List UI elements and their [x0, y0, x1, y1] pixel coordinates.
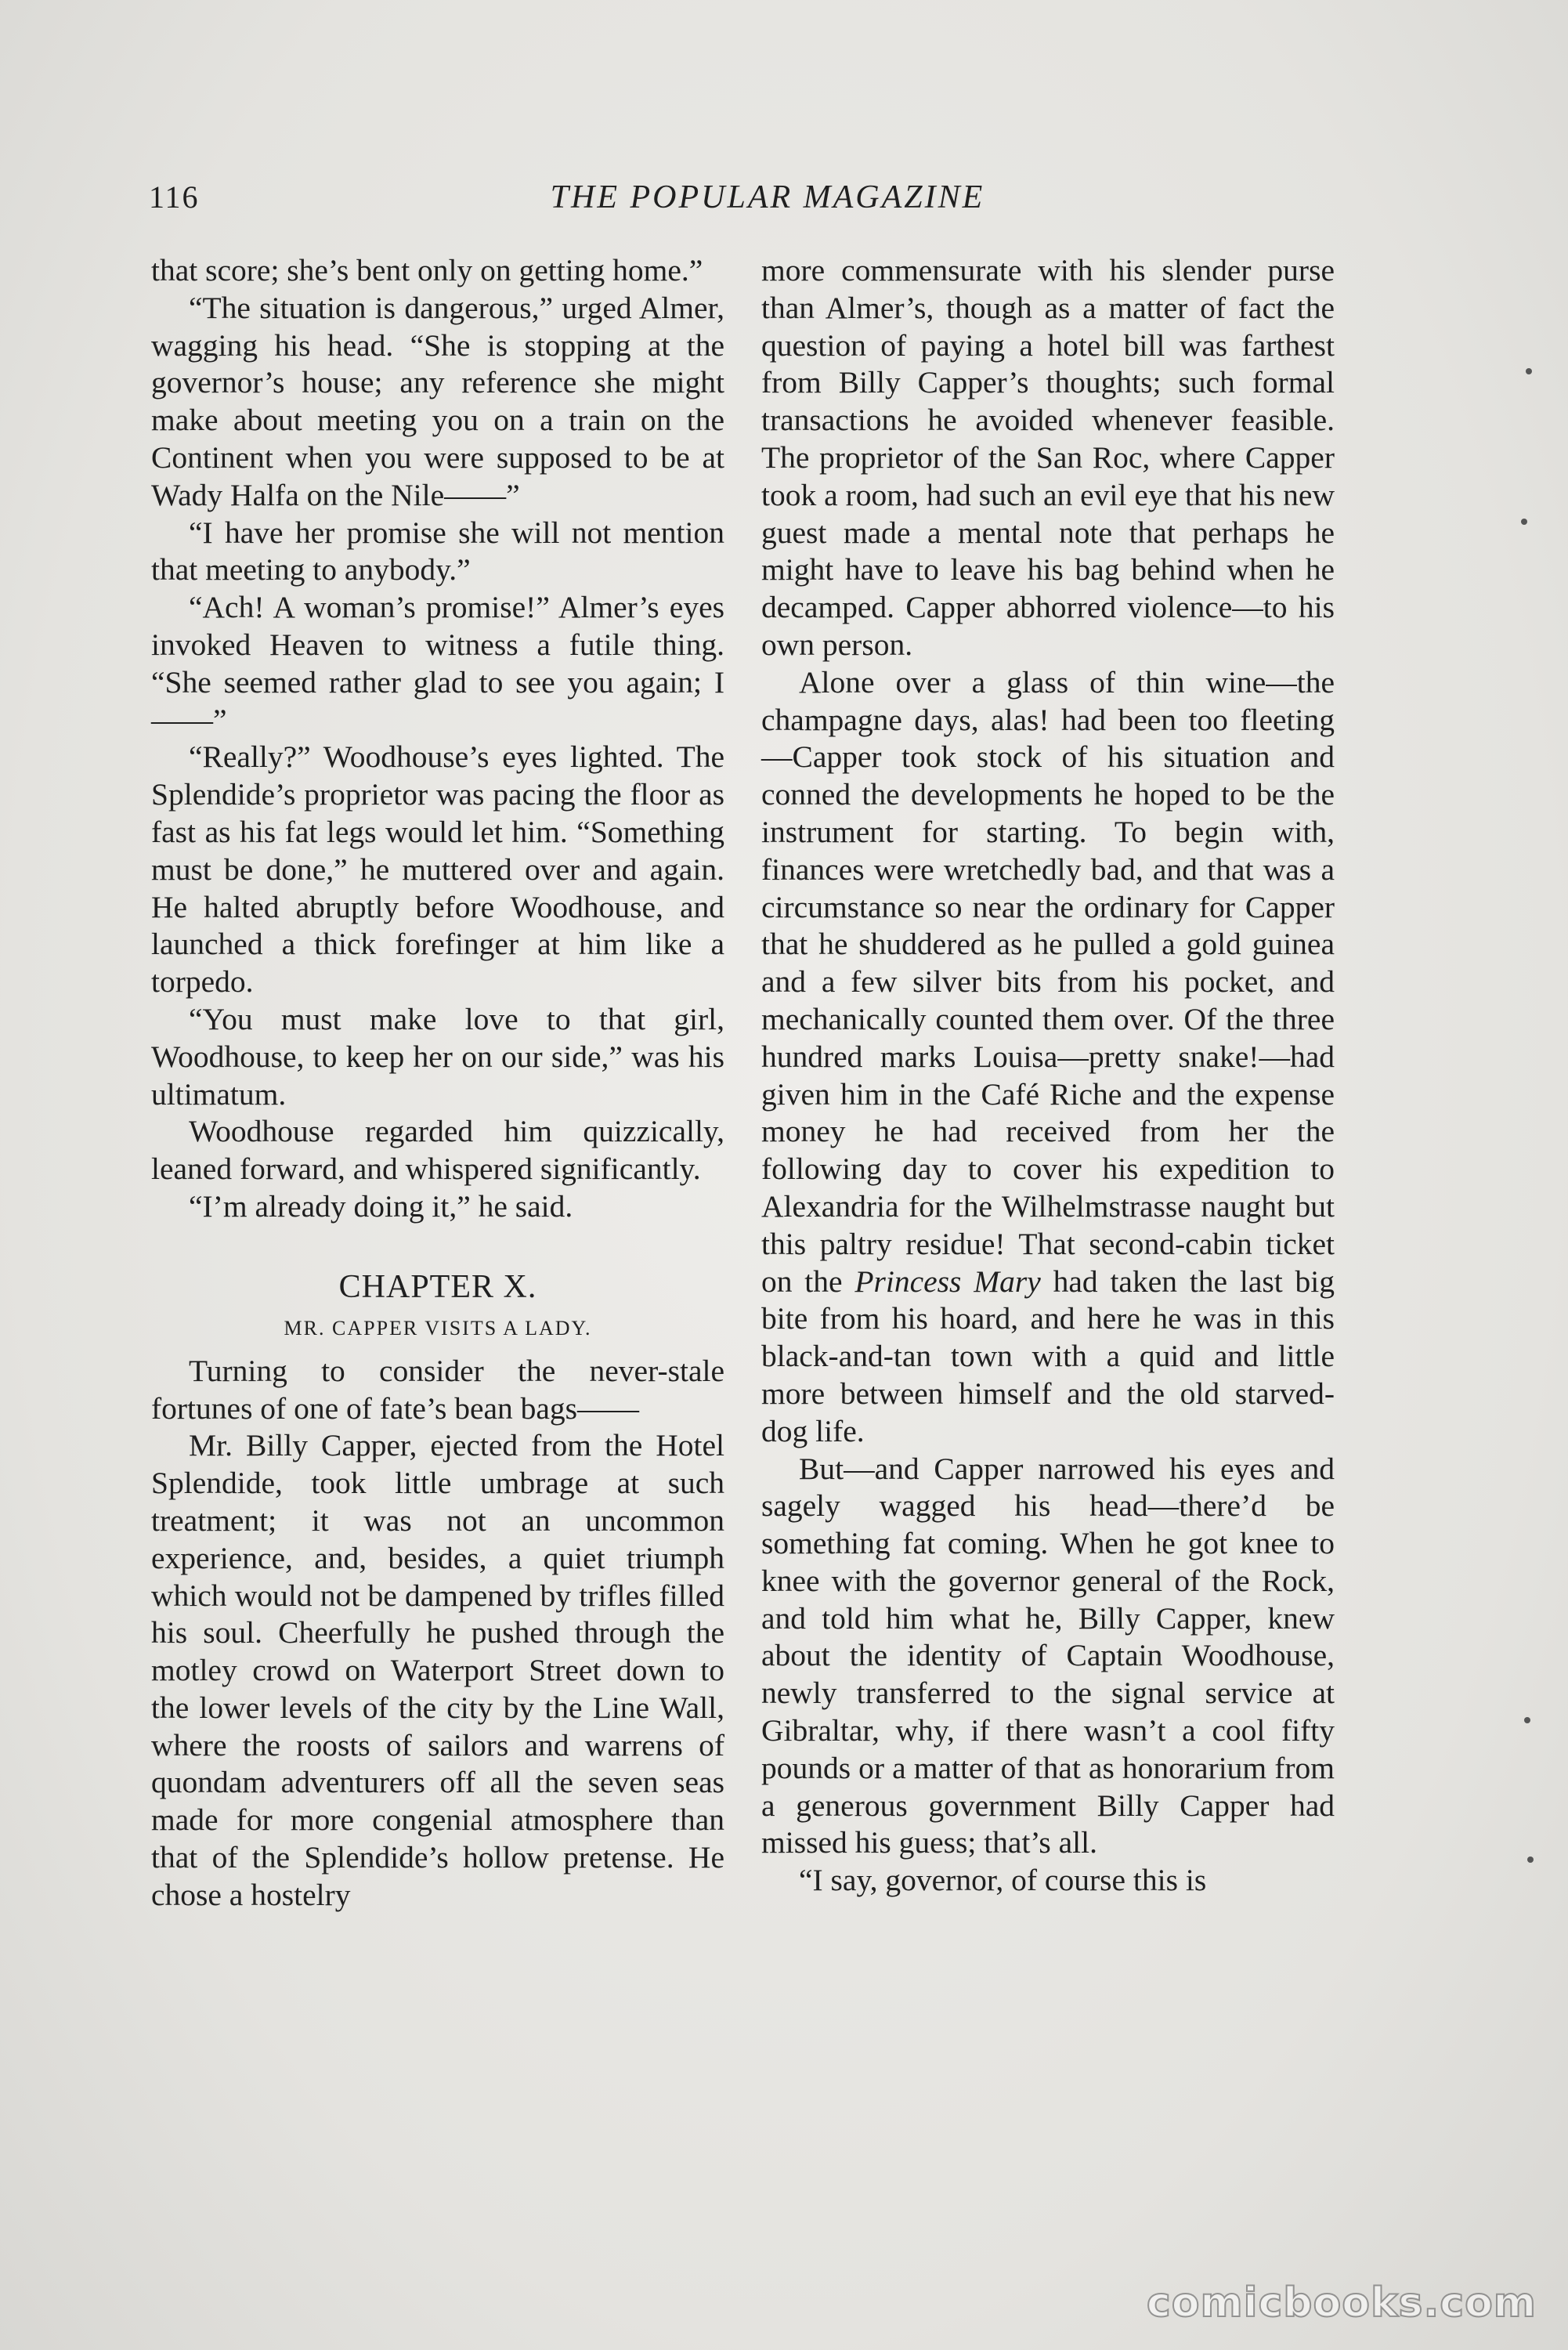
- paragraph: Woodhouse regarded him quizzically, leaned forward, and whispered significantly.: [151, 1114, 724, 1187]
- chapter-heading: CHAPTER X.: [338, 1268, 537, 1305]
- chapter-subtitle: MR. CAPPER VISITS A LADY.: [284, 1316, 592, 1340]
- paragraph: that score; she’s bent only on getting home.”: [151, 253, 703, 287]
- paper-speck: [1526, 368, 1532, 374]
- right-column: [761, 252, 1335, 1900]
- paragraph: “The situation is dangerous,” urged Almer, wagging his head. “She is stopping at the governor’s house; any reference she might make about meeting you on a train on the Continent when you were supposed to be at Wady Halfa on the Nile——”: [151, 290, 724, 512]
- paragraph: more commensurate with his slender purse than Almer’s, though as a matter of fact the question of paying a hotel bill was farthest from Billy Capper’s thoughts; such formal transactions he avoided whenever feasible. The proprietor of the San Roc, where Capper took a room, had such an evil eye that his new guest made a mental note that perhaps he might have to leave his bag behind when he decamped. Capper abhorred violence—to his own person.: [761, 253, 1335, 662]
- paper-speck: [1527, 1856, 1534, 1863]
- page-number: 116: [149, 179, 200, 215]
- paragraph: Turning to consider the never-stale fortunes of one of fate’s bean bags——: [151, 1353, 724, 1426]
- watermark-logo: comicbooks.com: [1146, 2280, 1537, 2326]
- paragraph: Mr. Billy Capper, ejected from the Hotel Splendide, took little umbrage at such treatment; it was not an uncommon experience, and, besides, a quiet triumph which would not be dampened by trifles filled his soul. Cheerfully he pushed through the motley crowd on Waterport Street down to the lower levels of the city by the Line Wall, where the roosts of sailors and warrens of quondam adventurers off all the seven seas made for more congenial atmosphere than that of the Splendide’s hollow pretense. He chose a hostelry: [151, 1428, 724, 1912]
- paragraph: But—and Capper narrowed his eyes and sagely wagged his head—there’d be something fat coming. When he got knee to knee with the governor general of the Rock, and told him what he, Billy Capper, knew about the identity of Captain Woodhouse, newly transferred to the signal service at Gibraltar, why, if there wasn’t a cool fifty pounds or a matter of that as honorarium from a generous government Billy Capper had missed his guess; that’s all.: [761, 1451, 1335, 1860]
- paragraph-text: Alone over a glass of thin wine—the champagne days, alas! had been too fleeting—Capper took stock of his situation and conned the developments he hoped to be the instrument for starting. To begin with, finances were wretchedly bad, and that was a circumstance so near the ordinary for Capper that he shuddered as he pulled a gold guinea and a few silver bits from his pocket, and mechanically counted them over. Of the three hundred marks Louisa—pretty snake!—had given him in the Café Riche and the expense money he had received from her the following day to cover his expedition to Alexandria for the Wilhelmstrasse naught but this paltry residue! That second-cabin ticket on the: [761, 664, 1335, 1299]
- left-column: [151, 252, 724, 1914]
- magazine-title: THE POPULAR MAGAZINE: [550, 179, 985, 215]
- paragraph: “I have her promise she will not mention that meeting to anybody.”: [151, 515, 724, 588]
- paper-speck: [1524, 1717, 1530, 1723]
- ship-name: Princess Mary: [854, 1264, 1041, 1299]
- paragraph-text: had taken the last big bite from his hoard, and here he was in this black-and-tan town with a quid and little more between himself and the old starved-dog life.: [761, 1264, 1335, 1448]
- paragraph: “You must make love to that girl, Woodhouse, to keep her on our side,” was his ultimatum.: [151, 1001, 724, 1112]
- paragraph: [761, 664, 1335, 1451]
- paragraph: “Really?” Woodhouse’s eyes lighted. The Splendide’s proprietor was pacing the floor as fast as his fat legs would let him. “Something must be done,” he muttered over and again. He halted abruptly before Woodhouse, and launched a thick forefinger at him like a torpedo.: [151, 739, 724, 1000]
- paper-speck: [1521, 519, 1527, 525]
- paragraph: “I say, governor, of course this is: [799, 1863, 1207, 1898]
- paragraph: “I’m already doing it,” he said.: [189, 1188, 573, 1224]
- page-header: [149, 179, 1339, 229]
- paragraph: “Ach! A woman’s promise!” Almer’s eyes invoked Heaven to witness a futile thing. “She seemed rather glad to see you again; I——”: [151, 590, 724, 737]
